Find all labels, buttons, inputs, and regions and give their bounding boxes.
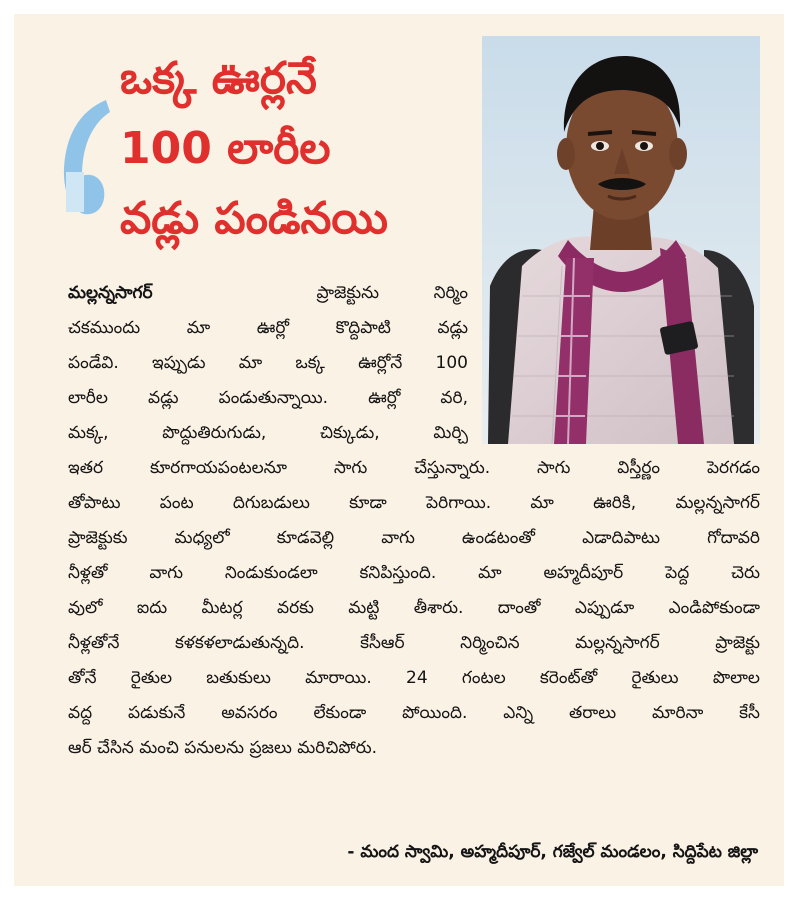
article-line-text: ప్రాజెక్టును నిర్మిం — [316, 283, 468, 303]
article-line: పండేవి. ఇప్పుడు మా ఒక్క ఊర్లోనే 100 — [68, 353, 468, 373]
article-line: నీళ్లతోనే కళకళలాడుతున్నది. కేసీఆర్ నిర్మించిన మల్లన్నసాగర్ ప్రాజెక్టు — [68, 633, 760, 653]
headline-line-1: ఒక్క ఊర్లనే — [120, 53, 317, 104]
article-line: ఆర్ చేసిన మంచి పనులను ప్రజలు మరిచిపోరు. — [68, 738, 378, 758]
article-line: చకముందు మా ఊర్లో కొద్దిపాటి వడ్లు — [68, 318, 468, 338]
article-line: నీళ్లతో వాగు నిండుకుండలా కనిపిస్తుంది. మా అహ్మదీపూర్ పెద్ద చెరు — [68, 563, 760, 583]
headline-line-3: వడ్లు పండినయి — [120, 193, 389, 244]
article-line: తోపాటు పంట దిగుబడులు కూడా పెరిగాయి. మా ఊరికి, మల్లన్నసాగర్ — [68, 493, 760, 513]
article-line: లారీల వడ్లు పండుతున్నాయి. ఊర్లో వరి, — [68, 388, 468, 408]
article-line: మక్క, పొద్దుతిరుగుడు, చిక్కుడు, మిర్చి — [68, 423, 468, 443]
article-line: ప్రాజెక్టుకు మధ్యలో కూడవెల్లి వాగు ఉండటంతో ఎడాదిపాటు గోదావరి — [68, 528, 760, 548]
headline — [120, 44, 470, 254]
article-line: తోనే రైతుల బతుకులు మారాయి. 24 గంటల కరెంట్‌తో రైతులు పొలాల — [68, 668, 760, 688]
byline: - మంద స్వామి, అహ్మదీపూర్, గజ్వేల్ మండలం, సిద్దిపేట జిల్లా — [347, 842, 758, 862]
headline-line-2: 100 లారీల — [120, 123, 331, 174]
article-line: వద్ద పడుకునే అవసరం లేకుండా పోయింది. ఎన్ని తరాలు మారినా కేసీ — [68, 703, 760, 723]
article-line — [68, 276, 468, 311]
article-body — [68, 276, 768, 766]
article-line: వులో ఐదు మీటర్ల వరకు మట్టి తీశారు. దాంతో ఎప్పుడూ ఎండిపోకుండా — [68, 598, 760, 618]
news-clipping — [14, 14, 784, 886]
opening-quote-icon — [60, 98, 112, 218]
lead-word: మల్లన్నసాగర్ — [68, 283, 153, 303]
article-line: ఇతర కూరగాయపంటలనూ సాగు చేస్తున్నారు. సాగు విస్తీర్ణం పెరగడం — [68, 458, 760, 478]
